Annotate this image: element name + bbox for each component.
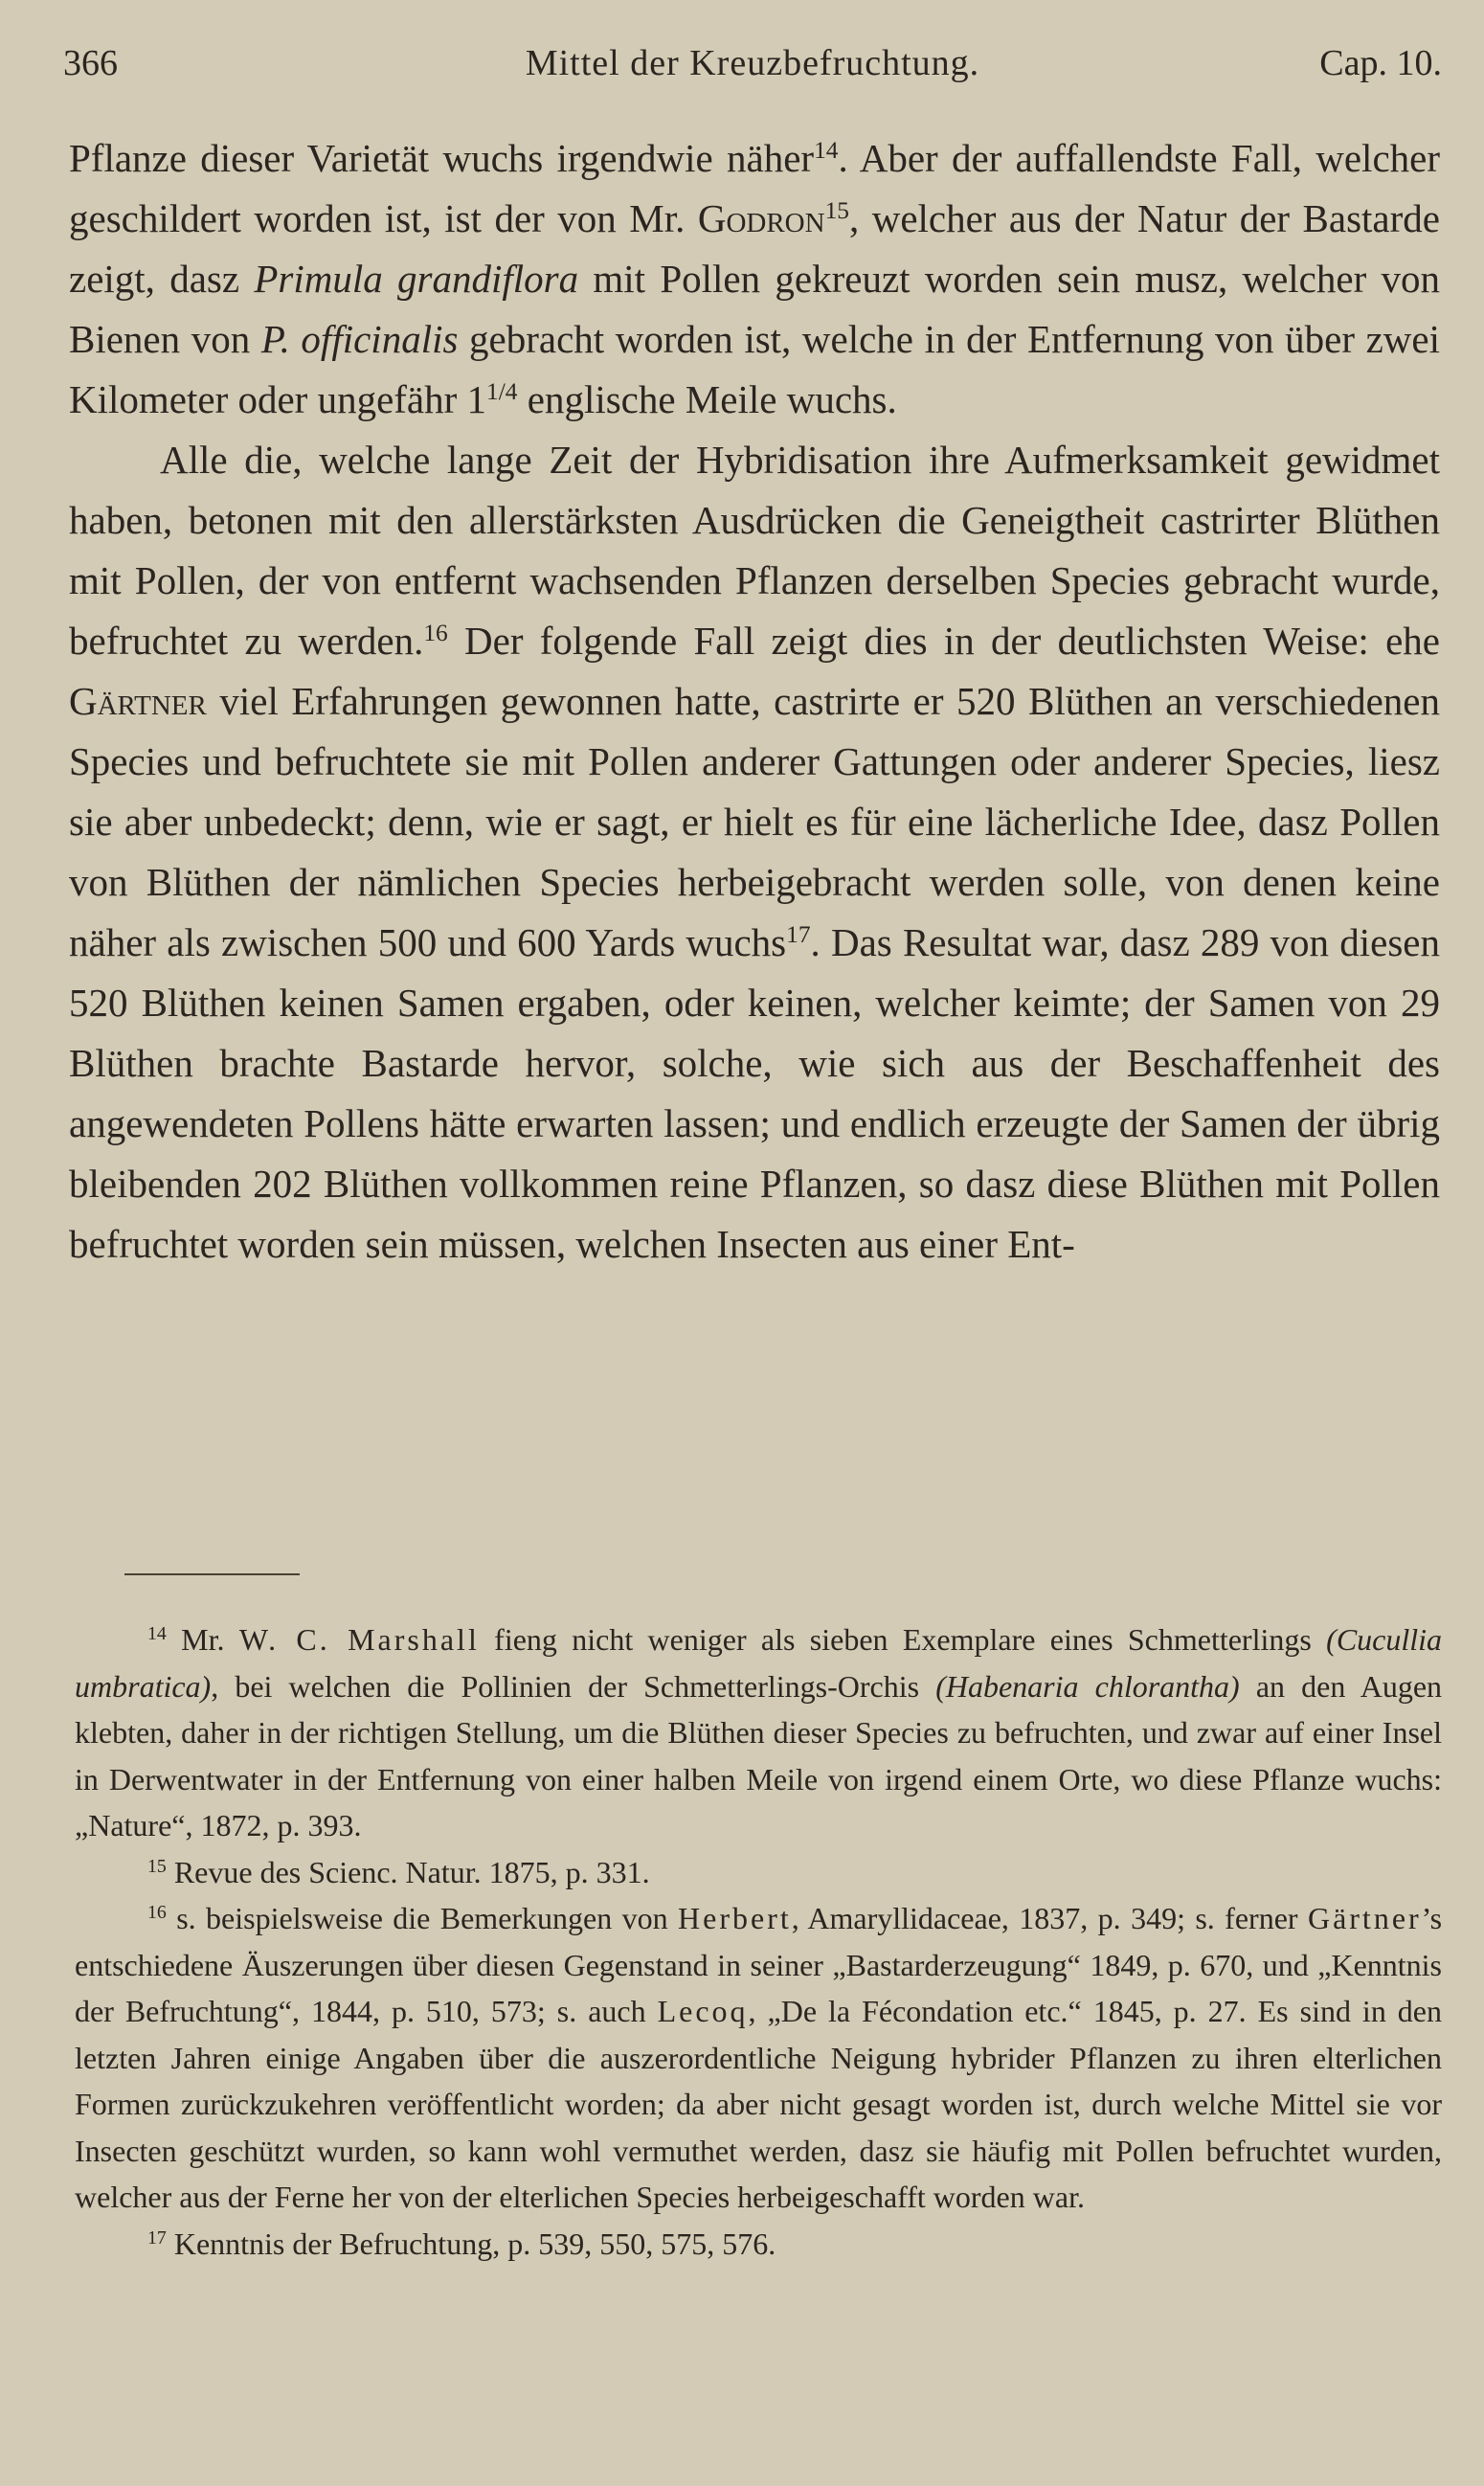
author-godron: Godron [697,196,825,240]
species-primula: Primula grandiflora [254,257,579,301]
paragraph-2 [69,430,1440,1275]
text-run: Alle die, welche lange Zeit der Hybridisation ihre Aufmerksamkeit gewidmet haben, betonen mit den allerstärksten Ausdrücken die Geneigtheit castrirter Blüthen mit Pollen, der von entfernt wachsenden Pflanzen derselben Species gebracht wurde, befruchtet zu werden. [69,438,1440,663]
footnote-14 [75,1616,1442,1849]
text-run: Revue des Scienc. Natur. 1875, p. 331. [166,1854,650,1889]
chapter-label: Cap. 10. [1319,43,1442,83]
footnote-ref-15: 15 [824,197,849,225]
text-run: , bei welchen die Pollinien der Schmetterlings-Orchis [211,1668,936,1704]
footnote-17 [75,2221,1442,2268]
running-header [63,34,1442,92]
fraction: 1/4 [486,378,518,406]
footnote-number: 16 [147,1902,167,1924]
text-run: Pflanze dieser Varietät wuchs irgendwie näher [69,136,815,180]
text-run: . Aber der auffallendste Fall, welcher geschildert worden ist, ist der von Mr. [69,136,1440,240]
text-run: Mr. [166,1622,239,1657]
text-run: viel Erfahrungen gewonnen hatte, castrirte er 520 Blüthen an verschiedenen Species und befruchtete sie mit Pollen anderer Gattungen oder anderer Species, liesz sie aber unbedeckt; denn, wie er sagt, er hielt es für eine lächerliche Idee, dasz Pollen von Blüthen der nämlichen Species herbeigebracht werden solle, von denen keine näher als zwischen 500 und 600 Yards wuchs [69,679,1440,964]
footnote-number: 15 [147,1855,167,1877]
species-officinalis: P. officinalis [260,317,459,361]
footnote-ref-17: 17 [786,921,811,949]
paragraph-1 [69,128,1440,430]
person-name: Gärtner [1307,1901,1422,1935]
running-title: Mittel der Kreuzbefruchtung. [525,43,980,83]
species-name: (Habenaria chlorantha) [935,1668,1240,1704]
page-number: 366 [63,43,118,83]
author-gaertner: Gärtner [69,679,207,723]
footnote-number: 14 [147,1623,167,1645]
footnote-number: 17 [147,2226,167,2249]
footnote-separator [124,1573,300,1575]
text-run: ’s entschiedene Äuszerungen über diesen Gegenstand in seiner „Bastarderzeugung“ 1849, p. 670, und „Kenntnis der Befruchtung“, 1844, p. 510, 573; s. auch [75,1901,1443,2028]
footnote-15 [75,1849,1442,1896]
person-name: Lecoq [657,1994,749,2028]
text-run: mit Pollen gekreuzt worden sein musz, welcher von Bienen von [69,257,1440,361]
species-name: (Cucullia umbratica) [75,1622,1443,1704]
text-run: . Das Resultat war, dasz 289 von diesen 520 Blüthen keinen Samen ergaben, oder keinen, welcher keimte; der Samen von 29 Blüthen brachte Bastarde hervor, solche, wie sich aus der Beschaffenheit des angewendeten Pollens hätte erwarten lassen; und endlich erzeugte der Samen der übrig bleibenden 202 Blüthen vollkommen reine Pflanzen, so dasz diese Blüthen mit Pollen befruchtet worden sein müssen, welchen Insecten aus einer Ent- [69,920,1440,1266]
text-run: englische Meile wuchs. [517,377,897,421]
footnotes [75,1616,1442,2267]
text-run: , „De la Fécondation etc.“ 1845, p. 27. Es sind in den letzten Jahren einige Angaben über die auszerordentliche Neigung hybrider Pflanzen zu ihren elterlichen Formen zurückzukehren veröffentlicht worden; da aber nicht gesagt worden ist, durch welche Mittel sie vor Insecten geschützt wurden, so kann wohl vermuthet werden, dasz sie häufig mit Pollen befruchtet wurden, welcher aus der Ferne her von der elterlichen Species herbeigeschafft worden war. [75,1994,1443,2214]
text-run: gebracht worden ist, welche in der Entfernung von über zwei Kilometer oder ungefähr 1 [69,317,1440,421]
text-run: , Amaryllidaceae, 1837, p. 349; s. ferner [791,1901,1308,1935]
text-run: , welcher aus der Natur der Bastarde zeigt, dasz [69,196,1440,301]
text-run: Der folgende Fall zeigt dies in der deutlichsten Weise: ehe [447,619,1440,663]
main-text [69,128,1440,1275]
text-run: Kenntnis der Befruchtung, p. 539, 550, 575, 576. [166,2226,776,2261]
footnote-ref-16: 16 [423,620,448,647]
text-run: s. beispielsweise die Bemerkungen von [166,1901,679,1935]
footnote-ref-14: 14 [814,137,839,165]
text-run: an den Augen klebten, daher in der richtigen Stellung, um die Blüthen dieser Species zu befruchten, und zwar auf einer Insel in Derwentwater in der Entfernung von einer halben Meile von irgend einem Orte, wo diese Pflanze wuchs: „Nature“, 1872, p. 393. [75,1668,1443,1842]
footnote-16 [75,1895,1442,2221]
text-run: fieng nicht weniger als sieben Exemplare eines Schmetterlings [479,1622,1327,1657]
person-name: Herbert [678,1901,792,1935]
person-name: W. C. Marshall [238,1622,480,1657]
